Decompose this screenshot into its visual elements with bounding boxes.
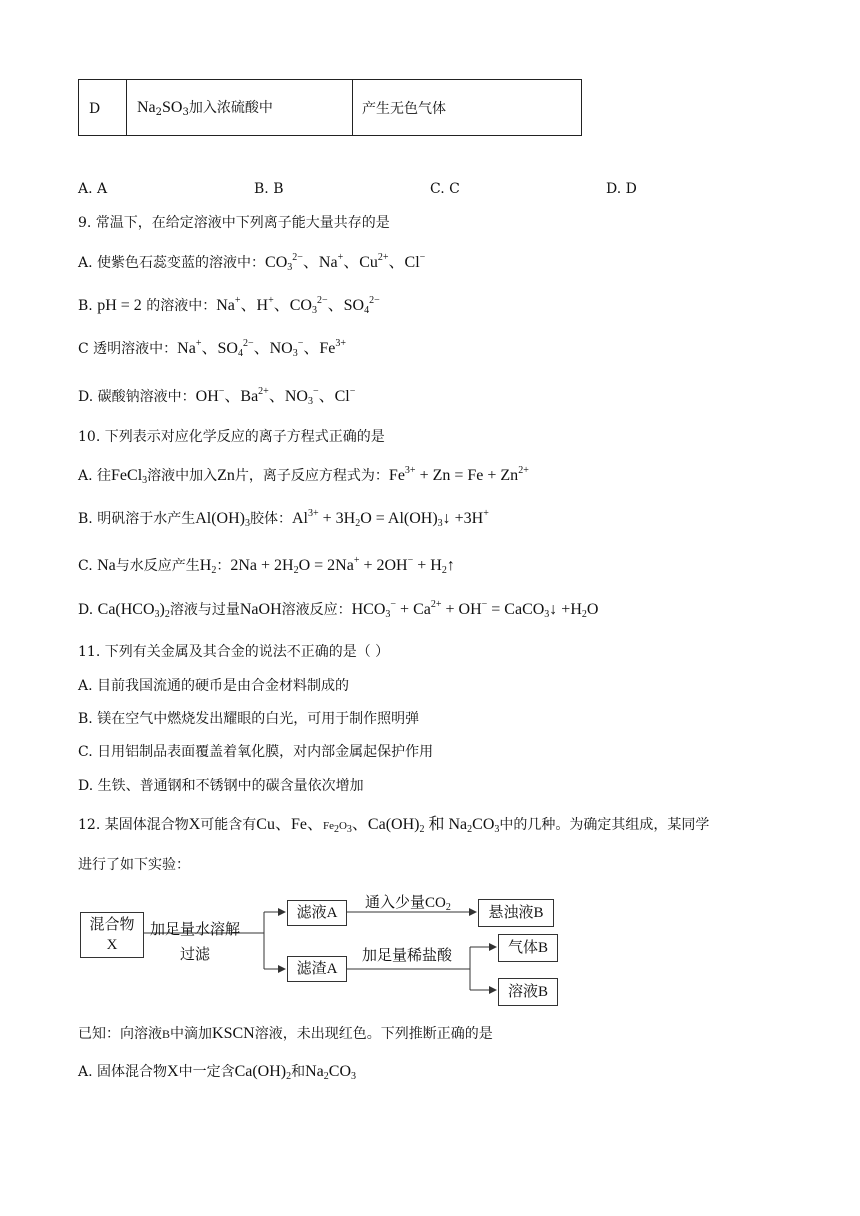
q12-stem-line2: 进行了如下实验： [78, 857, 190, 873]
turbid-b-box: 悬浊液B [478, 899, 554, 927]
q12-option-a: A. 固体混合物X中一定含$Ca(OH)_2$和$Na_2CO_3$ [78, 1063, 357, 1082]
gas-b-box: 气体B [498, 934, 558, 962]
q10-option-a: A. 往FeCl$_3$溶液中加入Zn片，离子反应方程式为：$Fe^{3+} + Zn = Fe + Zn^{2+}$ [78, 465, 529, 486]
q8-option-d: D. D [606, 181, 637, 197]
q11-option-d: D. 生铁、普通钢和不锈钢中的碳含量依次增加 [78, 778, 364, 794]
solution-b-box: 溶液B [498, 978, 558, 1006]
q10-option-c: C. Na与水反应产生$H_2$：$2Na + 2H_2O = 2Na^+ + 2OH^-$ + $H_2↑$ [78, 555, 455, 576]
row-phenomenon: 产生无色气体 [362, 101, 446, 117]
mixture-box: 混合物 X [80, 912, 144, 958]
q8-option-a: A. A [78, 181, 108, 197]
q11-option-b: B. 镁在空气中燃烧发出耀眼的白光，可用于制作照明弹 [78, 711, 420, 727]
table-divider [126, 80, 127, 135]
q12-known: 已知：向溶液B中滴加KSCN溶液，未出现红色。下列推断正确的是 [78, 1025, 493, 1042]
q11-stem: 11. 下列有关金属及其合金的说法不正确的是（ ） [78, 644, 390, 660]
step2-label: 通入少量$CO_2$ [365, 895, 451, 913]
q9-option-b: B. pH = 2 的溶液中：Na+、H+、$CO_3^{2-}$、$SO_4^{2-}$ [78, 295, 380, 316]
q9-stem: 9. 常温下，在给定溶液中下列离子能大量共存的是 [78, 215, 390, 231]
q10-option-b: B. 明矾溶于水产生$Al(OH)_3$胶体：$Al^{3+} + 3H_2O$ = $Al(OH)_3↓ +3H^+$ [78, 508, 489, 529]
q10-stem: 10. 下列表示对应化学反应的离子方程式正确的是 [78, 429, 385, 445]
q9-option-a: A. 使紫色石蕊变蓝的溶液中：$CO_3^{2-}$、Na+、$Cu^{2+}$、Cl− [78, 252, 426, 273]
q10-option-d: D. $Ca(HCO_3)_2$溶液与过量NaOH溶液反应：$HCO_3^- + Ca^{2+} + OH^-$ = CaCO$_3$↓ $+H_2O$ [78, 599, 599, 620]
step3-label: 加足量稀盐酸 [362, 948, 453, 964]
q9-option-d: D. 碳酸钠溶液中：OH−、$Ba^{2+}$、$NO_3^-$、Cl− [78, 386, 356, 407]
table-divider [352, 80, 353, 135]
step1-sublabel: 过滤 [180, 947, 211, 963]
q8-option-c: C. C [430, 181, 460, 197]
q11-option-c: C. 日用铝制品表面覆盖着氧化膜，对内部金属起保护作用 [78, 744, 434, 760]
residue-a-box: 滤渣A [287, 956, 347, 982]
q8-option-b: B. B [254, 181, 284, 197]
q11-option-a: A. 目前我国流通的硬币是由合金材料制成的 [78, 678, 350, 694]
step1-label: 加足量水溶解 [150, 922, 241, 938]
q9-option-c: C 透明溶液中：Na+、$SO_4^{2-}$、$NO_3^-$、$Fe^{3+}$ [78, 338, 346, 359]
q12-stem: 12. 某固体混合物X可能含有Cu、Fe、$Fe_2O_3$、$Ca(OH)_2$ 和 $Na_2CO_3$中的几种。为确定其组成，某同学 [78, 816, 710, 835]
filtrate-a-box: 滤液A [287, 900, 347, 926]
answer-table-row-d [78, 79, 582, 136]
row-label: D [89, 101, 101, 117]
row-operation: $Na_2SO_3$加入浓硫酸中 [137, 99, 273, 118]
